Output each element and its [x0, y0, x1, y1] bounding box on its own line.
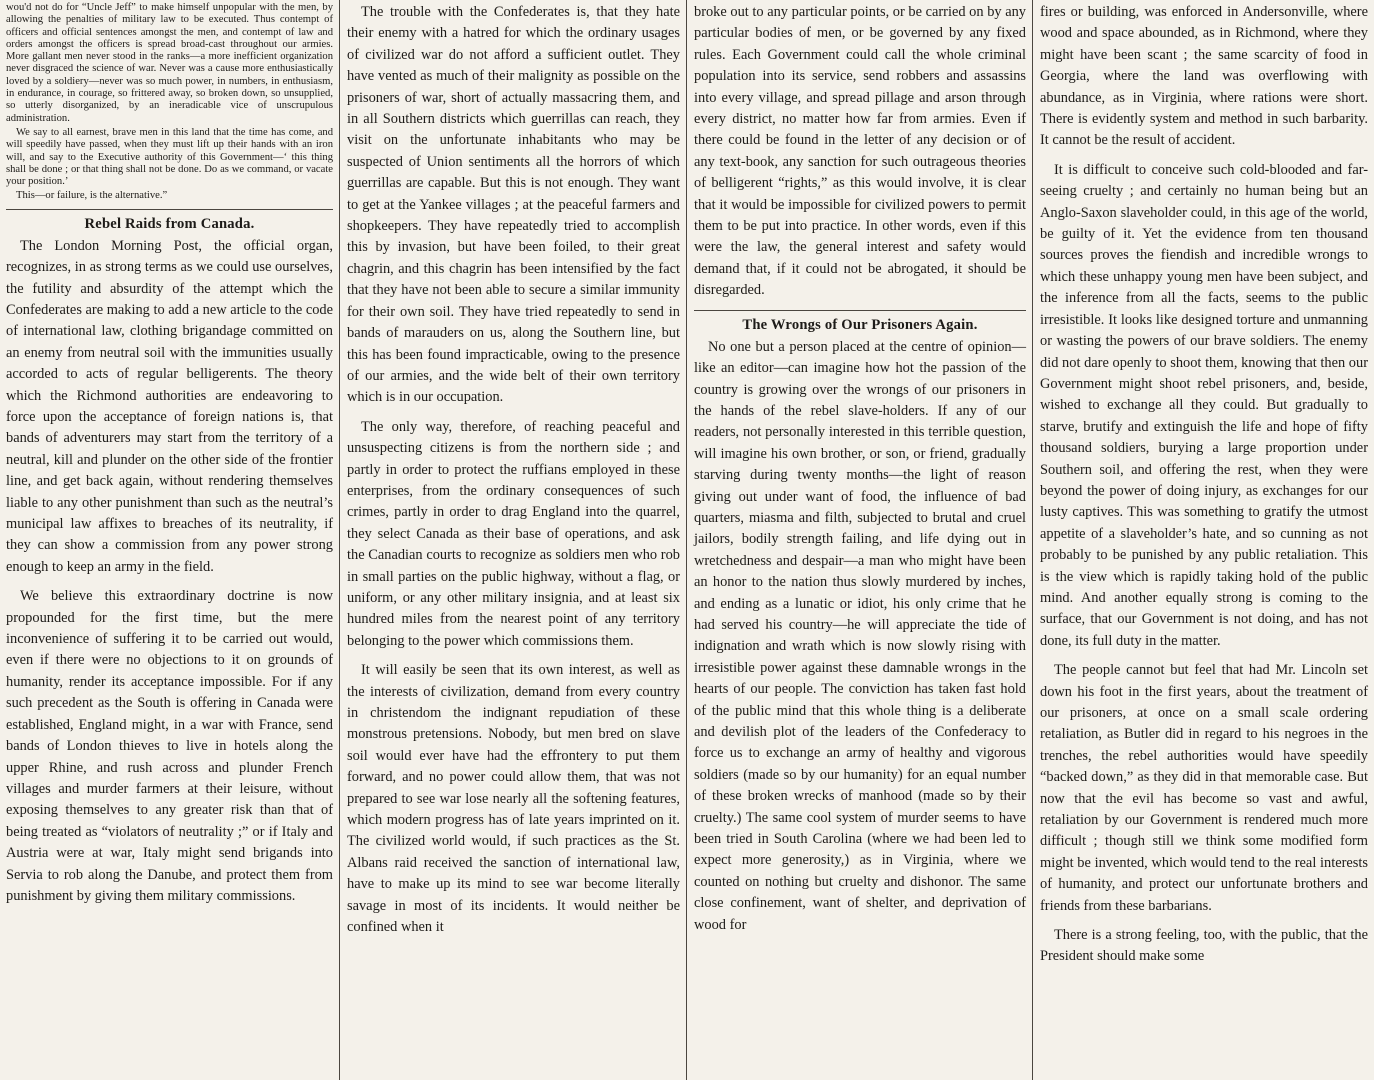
- article-paragraph: broke out to any particular points, or be carried on by any particular bodies of men, or be governed by any fixed rules. Each Government could call the whole criminal population into its service, send robbers and assassins into every village, and spread pillage and arson through every district, no matter how far from armies. Even if there could be found in the letter of any decision or of any text-book, any sanction for such outrageous theories of belligerent “rights,” as this would involve, it is clear that it would be impossible for civilized powers to permit them to be put into practice. In other words, even if this were the law, the general interest and safety would demand that, if it could not be abrogated, it should be disregarded.: [694, 4, 1026, 299]
- resolution-paragraph: wou'd not do for “Uncle Jeff” to make himself unpopular with the men, by allowing the penalties of military law to be executed. Thus contempt of officers and official sentences amongst the men, and contempt of law and orders amongst the officers is spread broad-cast throughout our armies. More gallant men never stood in the ranks—a more inefficient organization never disgraced the science of war. Never was a cause more enthusiastically loved by a soldiery—never was so much power, in numbers, in enthusiasm, in endurance, in courage, so frittered away, so broken down, so unsupplied, so utterly disorganized, by an ineradicable vice of unscrupulous administration.: [6, 2, 333, 124]
- article-title-wrongs-of-prisoners: The Wrongs of Our Prisoners Again.: [742, 316, 978, 333]
- column-rule: [686, 0, 687, 1080]
- article-body-rebel-raids-cont: [347, 2, 680, 938]
- resolution-excerpt: [6, 2, 333, 203]
- article-paragraph: It will easily be seen that its own interest, as well as the interests of civilization, demand from every country in christendom the indignant repudiation of these monstrous pretensions. Nobody, but men bred on slave soil would ever have had the effrontery to put them forward, and no power could allow them, that was not prepared to see war lose nearly all the softening features, which modern progress has of late years imprinted on it. The civilized world would, if such practices as the St. Albans raid received the sanction of international law, have to make up its mind to see war become literally savage in most of its incidents. It would neither be confined when it: [347, 662, 680, 936]
- article-body-wrongs-of-prisoners-cont: [1040, 2, 1368, 968]
- article-body-rebel-raids-end: [694, 2, 1026, 302]
- article-paragraph: The trouble with the Confederates is, that they hate their enemy with a hatred for which the ordinary usages of civilized war do not afford a sufficient outlet. They have vented as much of their malignity as possible on the prisoners of war, short of actually massacring them, and in all Southern districts which guerrillas can reach, they visit on the unfortunate inhabitants who may be suspected of Union sentiments all the horrors of which guerrillas are capable. But this is not enough. They want to get at the Yankee villages ; at the peaceful farmers and shopkeepers. They have repeatedly tried to accomplish this by invasion, but have been foiled, to their great chagrin, and this chagrin has been intensified by the fact that they have not been able to secure a similar immunity for their own soil. They have tried repeatedly to send in bands of marauders on us, along the Southern line, but this has been found impracticable, owing to the presence of our armies, and the wide belt of their own territory which is in our occupation.: [347, 4, 680, 406]
- column-3: [688, 0, 1032, 1080]
- column-2: [341, 0, 686, 1080]
- column-4: [1034, 0, 1374, 1080]
- resolution-paragraph: This—or failure, is the alternative.”: [16, 190, 168, 202]
- article-paragraph: The only way, therefore, of reaching peaceful and unsuspecting citizens is from the northern side ; and partly in order to protect the ruffians employed in these enterprises, from the ordinary consequences of such crimes, partly in order to drag England into the quarrel, they select Canada as their base of operations, and ask the Canadian courts to recognize as soldiers men who rob in small parties on the public highway, without a flag, or uniform, or any other military insignia, and at least six hundred miles from the nearest point of any territory belonging to the power which commissions them.: [347, 418, 680, 649]
- article-body-wrongs-of-prisoners: [694, 337, 1026, 936]
- article-paragraph: The people cannot but feel that had Mr. Lincoln set down his foot in the first years, about the treatment of our prisoners, at once on a small scale ordering retaliation, as Butler did in regard to his negroes in the trenches, the rebel authorities would have speedily “backed down,” as they did in that memorable case. But now that the evil has become so vast and awful, retaliation by our Government is rendered much more difficult ; though still we think some modified form might be invented, which would tend to the real interests of humanity, and protect our unfortunate brothers and friends from these barbarians.: [1040, 662, 1368, 914]
- column-rule: [1032, 0, 1033, 1080]
- article-paragraph: No one but a person placed at the centre of opinion—like an editor—can imagine how hot the passion of the country is growing over the wrongs of our prisoners in the hands of the rebel slave-holders. If any of our readers, not personally interested in this terrible question, will imagine his own brother, or son, or friend, gradually starving during twenty months—the light of reason giving out under want of food, the influence of bad quarters, miasma and filth, subjected to brutal and cruel jailors, bodily strength failing, and life dying out in wretchedness and despair—a man who might have been an honor to the nation thus slowly murdered by inches, and ending as a lunatic or idiot, his only crime that he had served his country—he will appreciate the tide of indignation and wrath which is now slowly rising with irresistible power against these damnable wrongs in the hearts of our people. The conviction has taken fast hold of the public mind that this whole thing is a deliberate and devilish plot of the leaders of the Confederacy to force us to exchange an army of healthy and vigorous soldiers (made so by our humanity) for an equal number of these broken wrecks of manhood (made so by their cruelty.) The same cool system of murder seems to have been tried in South Carolina (where we had been led to expect more generosity,) as in Virginia, where we counted on nothing but cruelty and dishonor. The same close confinement, want of shelter, and deprivation of wood for: [694, 338, 1026, 933]
- article-divider: [6, 209, 333, 210]
- article-divider: [694, 310, 1026, 311]
- article-paragraph: The London Morning Post, the official organ, recognizes, in as strong terms as we could use ourselves, the futility and absurdity of the attempt which the Confederates are making to add a new article to the code of international law, clothing brigandage committed on an enemy from neutral soil with the immunities usually accorded to acts of regular belligerents. The theory which the Richmond authorities are endeavoring to force upon the acceptance of foreign nations is, that bands of adventurers may start from the territory of a neutral, kill and plunder on the other side of the frontier line, and get back again, without rendering themselves liable to any other punishment than such as the neutral’s municipal law affixes to breaches of its neutrality, if they can show a commission from any power strong enough to keep an army in the field.: [6, 237, 333, 575]
- column-rule: [339, 0, 340, 1080]
- article-paragraph: fires or building, was enforced in Andersonville, where wood and space abounded, as in Richmond, where they might have been scant ; the same scarcity of food in Georgia, where the land was overflowing with abundance, as in Virginia, where rations were short. There is evidently system and method in such barbarity. It cannot be the result of accident.: [1040, 4, 1368, 149]
- column-1: [0, 0, 339, 1080]
- article-body-rebel-raids: [6, 236, 333, 908]
- article-paragraph: We believe this extraordinary doctrine is now propounded for the first time, but the mere inconvenience of suffering it to be carried out would, even if there were no objections to it on grounds of humanity, render its acceptance impossible. For if any such precedent as the South is offering in Canada were established, England might, in a war with France, send bands of London thieves to live in hotels along the upper Rhine, and rush across and plunder French villages and murder farmers at their leisure, without exposing themselves to any greater risk than that of being treated as “violators of neutrality ;” or if Italy and Austria were at war, Italy might send brigands into Servia to rob along the Danube, and protect them from punishment by giving them military commissions.: [6, 588, 333, 904]
- article-paragraph: There is a strong feeling, too, with the public, that the President should make some: [1040, 927, 1368, 965]
- article-title-rebel-raids: Rebel Raids from Canada.: [84, 215, 255, 232]
- article-paragraph: It is difficult to conceive such cold-blooded and far-seeing cruelty ; and certainly no human being but an Anglo-Saxon slaveholder could, in this age of the world, be guilty of it. Yet the evidence from ten thousand sources proves the fiendish and incredible wrongs to which these unhappy young men have been subject, and the inference from all the facts, seems to the public irresistible. It looks like designed torture and unmanning or wasting the powers of our brave soldiers. The enemy did not dare openly to shoot them, knowing that then our Government might shoot rebel prisoners, and, beside, wished to exchange all they could. But gradually to starve, brutify and extinguish the life and hope of fifty thousand soldiers, burying a large proportion under Southern soil, and offering the rest, when they were beyond the power of doing injury, as exchanges for our lusty captives. This was something to gratify the utmost appetite of a slaveholder’s hate, and so cunning as not probably to be punished by any public retaliation. This is the view which is rapidly taking hold of the public mind. And another equally strong is coming to the surface, that our Government is not doing, and has not done, its full duty in the matter.: [1040, 161, 1368, 649]
- resolution-paragraph: We say to all earnest, brave men in this land that the time has come, and will speedily have passed, when they must lift up their hands with an iron will, and say to the Executive authority of this Government—‘ this thing shall be done ; or that thing shall not be done. Do as we command, or vacate your position.’: [6, 126, 333, 188]
